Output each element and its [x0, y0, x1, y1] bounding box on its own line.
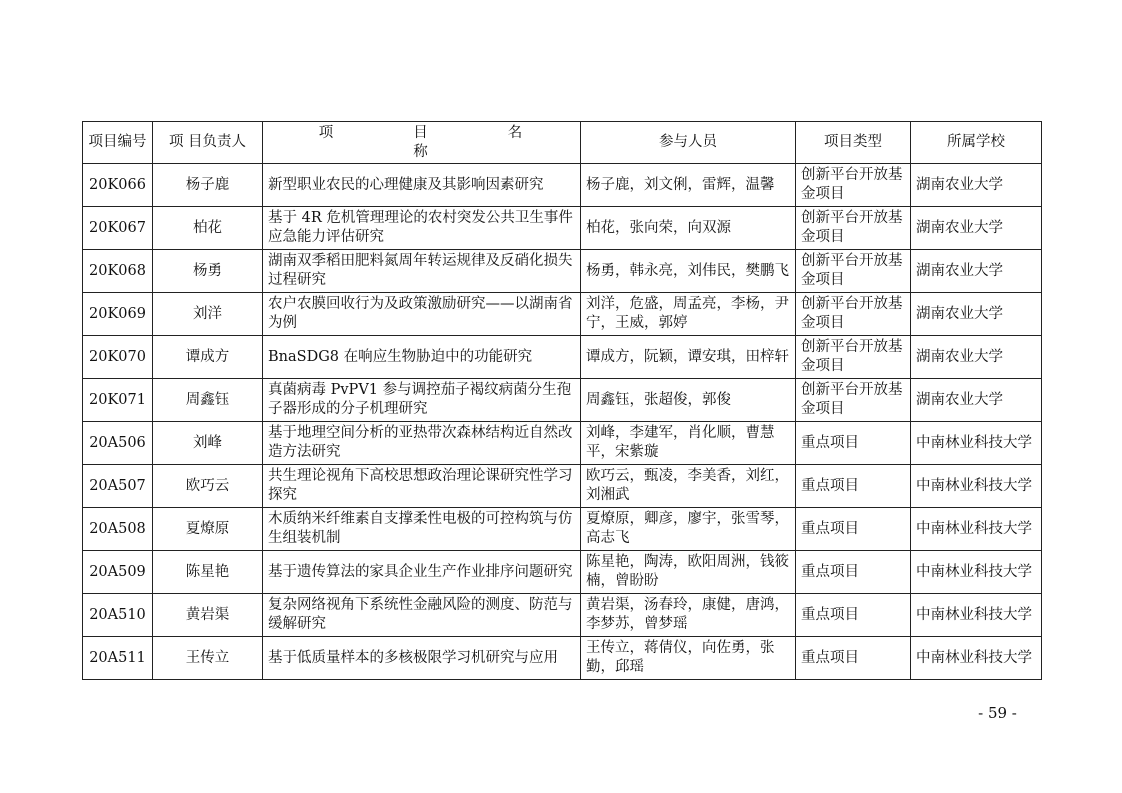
table-row	[83, 508, 1042, 551]
cell-project-type: 创新平台开放基金项目	[796, 207, 911, 250]
table-row	[83, 551, 1042, 594]
cell-project-id: 20K067	[83, 207, 153, 250]
header-project-id: 项目编号	[83, 122, 153, 164]
cell-project-type: 重点项目	[796, 422, 911, 465]
cell-participants: 欧巧云，甄凌，李美香，刘红，刘湘武	[581, 465, 796, 508]
cell-project-type: 创新平台开放基金项目	[796, 379, 911, 422]
cell-school: 湖南农业大学	[911, 336, 1042, 379]
header-project-type: 项目类型	[796, 122, 911, 164]
cell-project-lead: 杨子鹿	[153, 164, 263, 207]
cell-project-name: 新型职业农民的心理健康及其影响因素研究	[263, 164, 581, 207]
cell-project-name: 真菌病毒 PvPV1 参与调控茄子褐纹病菌分生孢子器形成的分子机理研究	[263, 379, 581, 422]
cell-project-id: 20K068	[83, 250, 153, 293]
table-row	[83, 164, 1042, 207]
cell-school: 湖南农业大学	[911, 207, 1042, 250]
cell-project-name: 基于 4R 危机管理理论的农村突发公共卫生事件应急能力评估研究	[263, 207, 581, 250]
cell-project-lead: 柏花	[153, 207, 263, 250]
cell-project-id: 20A509	[83, 551, 153, 594]
table-row	[83, 293, 1042, 336]
cell-project-lead: 谭成方	[153, 336, 263, 379]
cell-participants: 王传立，蒋倩仪，向佐勇，张勤，邱瑶	[581, 637, 796, 680]
cell-school: 中南林业科技大学	[911, 551, 1042, 594]
cell-project-lead: 陈星艳	[153, 551, 263, 594]
table-row	[83, 465, 1042, 508]
header-project-lead: 项 目负责人	[153, 122, 263, 164]
cell-project-id: 20A508	[83, 508, 153, 551]
cell-project-type: 创新平台开放基金项目	[796, 164, 911, 207]
cell-school: 中南林业科技大学	[911, 637, 1042, 680]
header-row	[83, 122, 1042, 164]
table-row	[83, 250, 1042, 293]
cell-school: 中南林业科技大学	[911, 594, 1042, 637]
cell-project-lead: 刘峰	[153, 422, 263, 465]
cell-project-name: BnaSDG8 在响应生物胁迫中的功能研究	[263, 336, 581, 379]
header-project-name: 项 目 名 称	[263, 122, 581, 164]
cell-participants: 柏花，张向荣，向双源	[581, 207, 796, 250]
cell-project-lead: 杨勇	[153, 250, 263, 293]
cell-school: 湖南农业大学	[911, 379, 1042, 422]
cell-participants: 黄岩渠，汤春玲，康健，唐鸿，李梦苏，曾梦瑶	[581, 594, 796, 637]
cell-participants: 杨勇，韩永亮，刘伟民，樊鹏飞	[581, 250, 796, 293]
table-row	[83, 422, 1042, 465]
cell-project-name: 复杂网络视角下系统性金融风险的测度、防范与缓解研究	[263, 594, 581, 637]
table-row	[83, 207, 1042, 250]
cell-project-id: 20A506	[83, 422, 153, 465]
cell-participants: 谭成方，阮颖，谭安琪，田梓轩	[581, 336, 796, 379]
cell-project-name: 基于地理空间分析的亚热带次森林结构近自然改造方法研究	[263, 422, 581, 465]
cell-project-lead: 周鑫钰	[153, 379, 263, 422]
page-number: - 59 -	[978, 704, 1017, 722]
cell-school: 中南林业科技大学	[911, 422, 1042, 465]
cell-project-lead: 欧巧云	[153, 465, 263, 508]
cell-participants: 夏燎原，卿彦，廖宇，张雪琴，高志飞	[581, 508, 796, 551]
cell-project-type: 重点项目	[796, 508, 911, 551]
cell-project-name: 木质纳米纤维素自支撑柔性电极的可控构筑与仿生组装机制	[263, 508, 581, 551]
cell-project-lead: 夏燎原	[153, 508, 263, 551]
cell-participants: 刘峰，李建军，肖化顺，曹慧平，宋紫璇	[581, 422, 796, 465]
table-row	[83, 594, 1042, 637]
table-row	[83, 379, 1042, 422]
cell-school: 中南林业科技大学	[911, 508, 1042, 551]
project-table	[82, 121, 1042, 680]
cell-project-name: 农户农膜回收行为及政策激励研究——以湖南省为例	[263, 293, 581, 336]
cell-project-type: 重点项目	[796, 465, 911, 508]
cell-school: 湖南农业大学	[911, 250, 1042, 293]
cell-project-type: 创新平台开放基金项目	[796, 293, 911, 336]
cell-project-type: 重点项目	[796, 551, 911, 594]
cell-project-type: 创新平台开放基金项目	[796, 250, 911, 293]
table-row	[83, 637, 1042, 680]
cell-school: 湖南农业大学	[911, 293, 1042, 336]
cell-project-type: 重点项目	[796, 637, 911, 680]
cell-project-id: 20A510	[83, 594, 153, 637]
cell-project-id: 20A511	[83, 637, 153, 680]
cell-project-name: 基于低质量样本的多核极限学习机研究与应用	[263, 637, 581, 680]
cell-project-lead: 王传立	[153, 637, 263, 680]
cell-project-name: 基于遗传算法的家具企业生产作业排序问题研究	[263, 551, 581, 594]
cell-participants: 周鑫钰，张超俊，郭俊	[581, 379, 796, 422]
header-school: 所属学校	[911, 122, 1042, 164]
cell-project-lead: 黄岩渠	[153, 594, 263, 637]
cell-project-id: 20K069	[83, 293, 153, 336]
cell-project-lead: 刘洋	[153, 293, 263, 336]
cell-project-id: 20K066	[83, 164, 153, 207]
table-row	[83, 336, 1042, 379]
cell-project-name: 湖南双季稻田肥料氮周年转运规律及反硝化损失过程研究	[263, 250, 581, 293]
cell-project-name: 共生理论视角下高校思想政治理论课研究性学习探究	[263, 465, 581, 508]
cell-project-type: 创新平台开放基金项目	[796, 336, 911, 379]
cell-participants: 刘洋，危盛，周孟亮，李杨，尹宁，王威，郭婷	[581, 293, 796, 336]
cell-project-id: 20K071	[83, 379, 153, 422]
header-participants: 参与人员	[581, 122, 796, 164]
cell-project-type: 重点项目	[796, 594, 911, 637]
cell-project-id: 20A507	[83, 465, 153, 508]
cell-project-id: 20K070	[83, 336, 153, 379]
cell-school: 中南林业科技大学	[911, 465, 1042, 508]
cell-participants: 陈星艳，陶涛，欧阳周洲，钱筱楠，曾盼盼	[581, 551, 796, 594]
cell-participants: 杨子鹿，刘文俐，雷辉，温馨	[581, 164, 796, 207]
cell-school: 湖南农业大学	[911, 164, 1042, 207]
